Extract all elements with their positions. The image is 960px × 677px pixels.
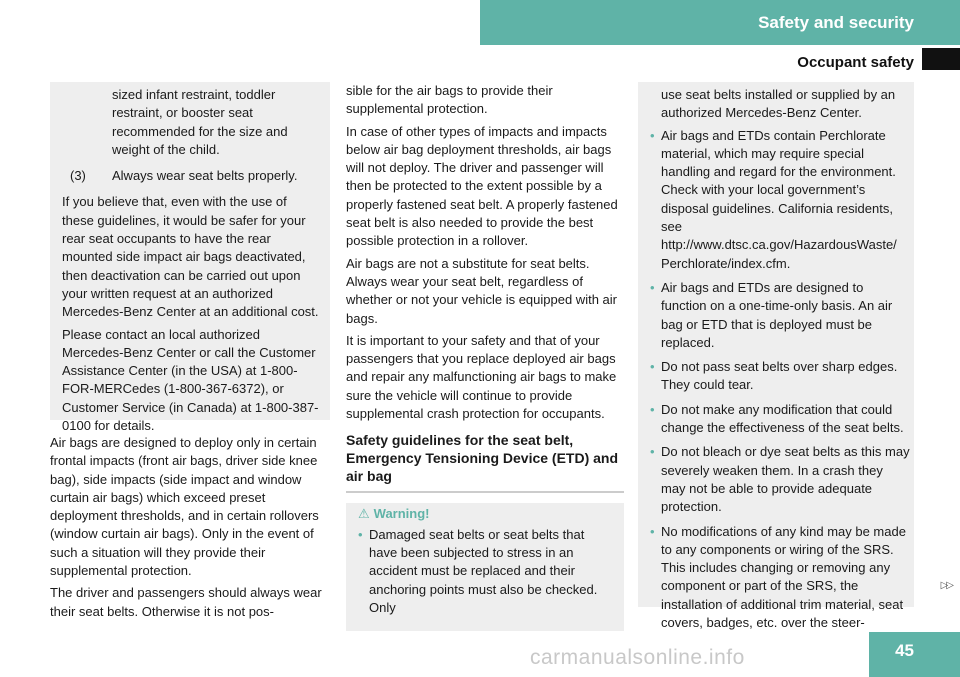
warning-title <box>358 505 614 523</box>
continued-arrow-icon: ▷▷ <box>940 580 952 591</box>
warning-bullet <box>358 526 614 617</box>
bullet-icon: • <box>650 359 655 375</box>
item-text: Always wear seat belts properly. <box>112 168 298 184</box>
bullet-srs-modifications <box>650 523 910 633</box>
bullet-no-bleach <box>650 443 910 516</box>
supplemental-paragraph: sible for the air bags to provide their supplemental protection. <box>346 83 553 117</box>
section-title: Occupant safety <box>797 54 914 71</box>
bullet-icon: • <box>650 279 655 295</box>
not-substitute-paragraph: Air bags are not a substitute for seat belts. Always wear your seat belt, regardless of whether or not your vehicle is equipped with air bags. <box>346 255 617 326</box>
bullet-text: No modifications of any kind may be made to any components or wiring of the SRS. This includes changing or removing any component or part of the SRS, the installation of additional trim material, seat covers, badges, etc. over the steer- <box>661 523 906 631</box>
numbered-item-3 <box>62 167 320 185</box>
warning-box <box>346 503 624 631</box>
bullet-icon: • <box>650 401 655 417</box>
safety-guidelines-heading: Safety guidelines for the seat belt, Emergency Tensioning Device (ETD) and air bag <box>346 432 619 485</box>
warning-continued-box <box>638 82 914 631</box>
warning-lead-text: use seat belts installed or supplied by an authorized Mercedes-Benz Center. <box>661 87 896 121</box>
bullet-no-modification <box>650 401 910 438</box>
section-tab-marker <box>922 48 960 70</box>
column-2-text <box>346 82 624 631</box>
seatbelt-paragraph: The driver and passengers should always wear their seat belts. Otherwise it is not pos- <box>50 585 322 619</box>
page-number: 45 <box>895 641 914 660</box>
child-safety-box <box>50 82 330 434</box>
other-impacts-paragraph: In case of other types of impacts and impacts below air bag deployment thresholds, air bags will not deploy. The driver and passenger will then be protected to the extent possible by a properly fastened seat belt. A properly fastened seat belt is also needed to provide the best possible protection in a rollover. <box>346 123 618 249</box>
bullet-one-time <box>650 279 910 352</box>
watermark: carmanualsonline.info <box>530 646 745 669</box>
heading-divider <box>346 491 624 493</box>
bullet-text: Do not bleach or dye seat belts as this may severely weaken them. In a crash they may not be able to provide adequate protection. <box>661 444 910 515</box>
bullet-icon: • <box>650 127 655 143</box>
bullet-text: Air bags and ETDs contain Perchlorate material, which may require special handling and regard for the environment. Check with your local government’s disposal guidelines. California residents, see http://www.dtsc.ca.gov/HazardousWaste/ Perchlorate/index.cfm. <box>661 127 897 271</box>
chapter-title: Safety and security <box>758 13 914 32</box>
column-1-text <box>50 434 330 625</box>
page-number-tab <box>869 632 960 677</box>
warning-bullet-text: Damaged seat belts or seat belts that have been subjected to stress in an accident must be replaced and their anchoring points must also be checked. Only <box>369 526 598 615</box>
bullet-icon: • <box>358 526 363 542</box>
bullet-icon: • <box>650 523 655 539</box>
bullet-sharp-edges <box>650 358 910 395</box>
warning-title-text: Warning! <box>373 506 430 522</box>
warning-triangle-icon: ⚠ <box>358 506 370 522</box>
bullet-text: Do not make any modification that could change the effectiveness of the seat belts. <box>661 401 904 436</box>
bullet-icon: • <box>650 444 655 460</box>
deactivation-paragraph: If you believe that, even with the use of these guidelines, it would be safer for your rear seat occupants to have the rear mounted side impact air bags deactivated, then deactivation can be carried out upon your written request at an authorized Mercedes-Benz Center at an additional cost. <box>62 194 319 320</box>
replace-airbags-paragraph: It is important to your safety and that of your passengers that you replace deployed air bags and repair any malfunctioning air bags to make sure the vehicle will continue to provide supplemental crash protection for occupants. <box>346 332 617 422</box>
airbag-deploy-paragraph: Air bags are designed to deploy only in certain frontal impacts (front air bags, driver side knee bag), side impacts (side impact and window curtain air bags) which exceed preset deployment thresholds, and in certain rollovers (window curtain air bags). Only in the event of such a situation will they provide their supplemental protection. <box>50 435 319 579</box>
infant-restraint-text: sized infant restraint, toddler restraint, or booster seat recommended for the size and weight of the child. <box>112 87 288 157</box>
item-number: (3) <box>70 168 86 184</box>
bullet-text: Do not pass seat belts over sharp edges. They could tear. <box>661 359 898 393</box>
bullet-perchlorate <box>650 127 910 273</box>
contact-paragraph: Please contact an local authorized Mercedes-Benz Center or call the Customer Assistance Center (in the USA) at 1-800-FOR-MERCedes (1-800-367-6372), or Customer Service (in Canada) at 1-800-387-0100 for details. <box>62 326 319 434</box>
bullet-text: Air bags and ETDs are designed to function on a one-time-only basis. An air bag or ETD that is deployed must be replaced. <box>661 279 893 350</box>
